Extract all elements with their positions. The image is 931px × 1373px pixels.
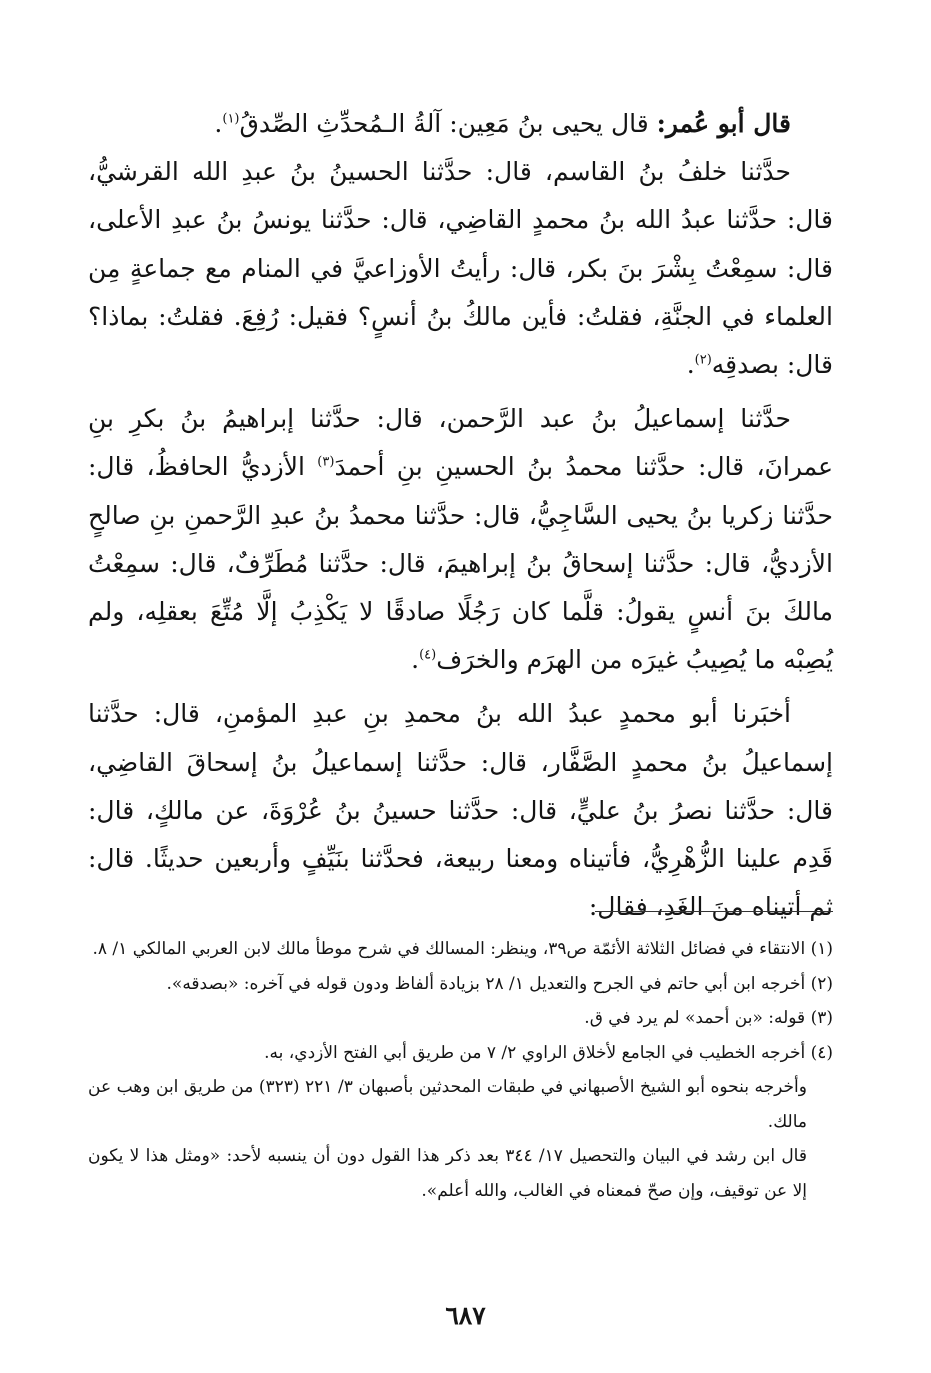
paragraph-text: حدَّثنا إسماعيلُ بنُ عبد الرَّحمن، قال: حدَّثنا إبراهيمُ بنُ بكرِ بنِ عمرانَ، قال: حدَّثنا محمدُ بنُ الحسينِ بنِ أحمدَ [88,404,833,482]
paragraph-4 [88,690,833,931]
main-text [88,100,833,931]
footnote-ref-4[interactable]: (٤) [419,647,437,663]
footnote-4-continuation: قال ابن رشد في البيان والتحصيل ١٧/ ٣٤٤ بعد ذكر هذا القول دون أن ينسبه لأحد: «ومثل هذا لا يكون إلا عن توقيف، وإن صحّ فمعناه في الغالب، والله أعلم». [88,1146,807,1201]
page-number: ٦٨٧ [445,1301,486,1330]
footnote-2: (٢) أخرجه ابن أبي حاتم في الجرح والتعديل ١/ ٢٨ بزيادة ألفاظ ودون قوله في آخره: «بصدقه». [166,973,833,994]
footnote-ref-3[interactable]: (٣) [317,455,335,471]
footnote-4-continuation: وأخرجه بنحوه أبو الشيخ الأصبهاني في طبقات المحدثين بأصبهان ٣/ ٢٢١ (٣٢٣) من طريق ابن وهب عن مالك. [88,1077,807,1132]
paragraph-3: حدَّثنا إسماعيلُ بنُ عبد الرَّحمن، قال: حدَّثنا إبراهيمُ بنُ بكرِ بنِ عمرانَ، قال: حدَّثنا محمدُ بنُ الحسينِ بنِ أحمدَ$^{(٣)}$ الأزديُّ الحافظُ، قال: حدَّثنا زكريا بنُ يحيى السَّاجِيُّ، قال: حدَّثنا محمدُ بنُ عبدِ الرَّحمنِ بنِ صالحٍ الأزديُّ، قال: حدَّثنا إسحاقُ بنُ إبراهيمَ، قال: حدَّثنا مُطَرِّفٌ، قال: سمِعْتُ مالكَ بنَ أنسٍ يقولُ: قلَّما كان رَجُلًا صادقًا لا يَكْذِبُ إلَّا مُتِّعَ بعقلِه، ولم يُصِبْه ما يُصِيبُ غيرَه من الهرَم والخرَف$^{(٤)}$. [88,404,833,675]
footnotes [88,932,833,1208]
footnote-1: (١) الانتقاء في فضائل الثلاثة الأئمّة ص٣٩، وينظر: المسالك في شرح موطأ مالك لابن العربي المالكي ١/ ٨. [92,939,833,959]
paragraph-text: أخبَرنا أبو محمدٍ عبدُ الله بنُ محمدِ بنِ عبدِ المؤمنِ، قال: حدَّثنا إسماعيلُ بنُ محمدٍ الصَّفَّار، قال: حدَّثنا إسماعيلُ بنُ إسحاقَ القاضِي، قال: حدَّثنا نصرُ بنُ عليٍّ، قال: حدَّثنا حسينُ بنُ عُرْوَةَ، عن مالكٍ، قال: قَدِم علينا الزُّهْرِيُّ، فأتيناه ومعنا ربيعة، فحدَّثنا بنَيِّفٍ وأربعين حديثًا. قال: ثم أتيناه منَ الغَدِ، فقال: [88,699,833,922]
paragraph-text: حدَّثنا خلفُ بنُ القاسم، قال: حدَّثنا الحسينُ بنُ عبدِ الله القرشيُّ، قال: حدَّثنا عبدُ الله بنُ محمدٍ القاضِي، قال: حدَّثنا يونسُ بنُ عبدِ الأعلى، قال: سمِعْتُ بِشْرَ بنَ بكر، قال: رأيتُ الأوزاعيَّ في المنام مع جماعةٍ مِن العلماء في الجنَّةِ، فقلتُ: فأين مالكُ بنُ أنسٍ؟ فقيل: رُفِعَ. فقلتُ: بماذا؟ قال: بصدقِه [88,157,833,380]
footnote-separator [595,911,833,912]
footnote-4: (٤) أخرجه الخطيب في الجامع لأخلاق الراوي ٢/ ٧ من طريق أبي الفتح الأزدي، به. [264,1042,833,1063]
paragraph-text: قال يحيى بنُ مَعِين: آلةُ الـمُحدِّثِ الصِّدقُ [239,109,657,138]
footnote-ref-2[interactable]: (٢) [694,352,712,368]
paragraph-1: قال أبو عُمر: قال يحيى بنُ مَعِين: آلةُ الـمُحدِّثِ الصِّدقُ$^{(١)}$. [214,109,791,138]
paragraph-text: الأزديُّ الحافظُ، قال: حدَّثنا زكريا بنُ يحيى السَّاجِيُّ، قال: حدَّثنا محمدُ بنُ عبدِ الرَّحمنِ بنِ صالحٍ الأزديُّ، قال: حدَّثنا إسحاقُ بنُ إبراهيمَ، قال: حدَّثنا مُطَرِّفٌ، قال: سمِعْتُ مالكَ بنَ أنسٍ يقولُ: قلَّما كان رَجُلًا صادقًا لا يَكْذِبُ إلَّا مُتِّعَ بعقلِه، ولم يُصِبْه ما يُصِيبُ غيرَه من الهرَم والخرَف [88,452,833,675]
speaker-label: قال أبو عُمر: [656,109,791,138]
footnote-3: (٣) قوله: «بن أحمد» لم يرد في ق. [584,1008,833,1028]
footnote-ref-1[interactable]: (١) [222,111,240,127]
paragraph-2: حدَّثنا خلفُ بنُ القاسم، قال: حدَّثنا الحسينُ بنُ عبدِ الله القرشيُّ، قال: حدَّثنا عبدُ الله بنُ محمدٍ القاضِي، قال: حدَّثنا يونسُ بنُ عبدِ الأعلى، قال: سمِعْتُ بِشْرَ بنَ بكر، قال: رأيتُ الأوزاعيَّ في المنام مع جماعةٍ مِن العلماء في الجنَّةِ، فقلتُ: فأين مالكُ بنُ أنسٍ؟ فقيل: رُفِعَ. فقلتُ: بماذا؟ قال: بصدقِه$^{(٢)}$. [88,157,833,380]
